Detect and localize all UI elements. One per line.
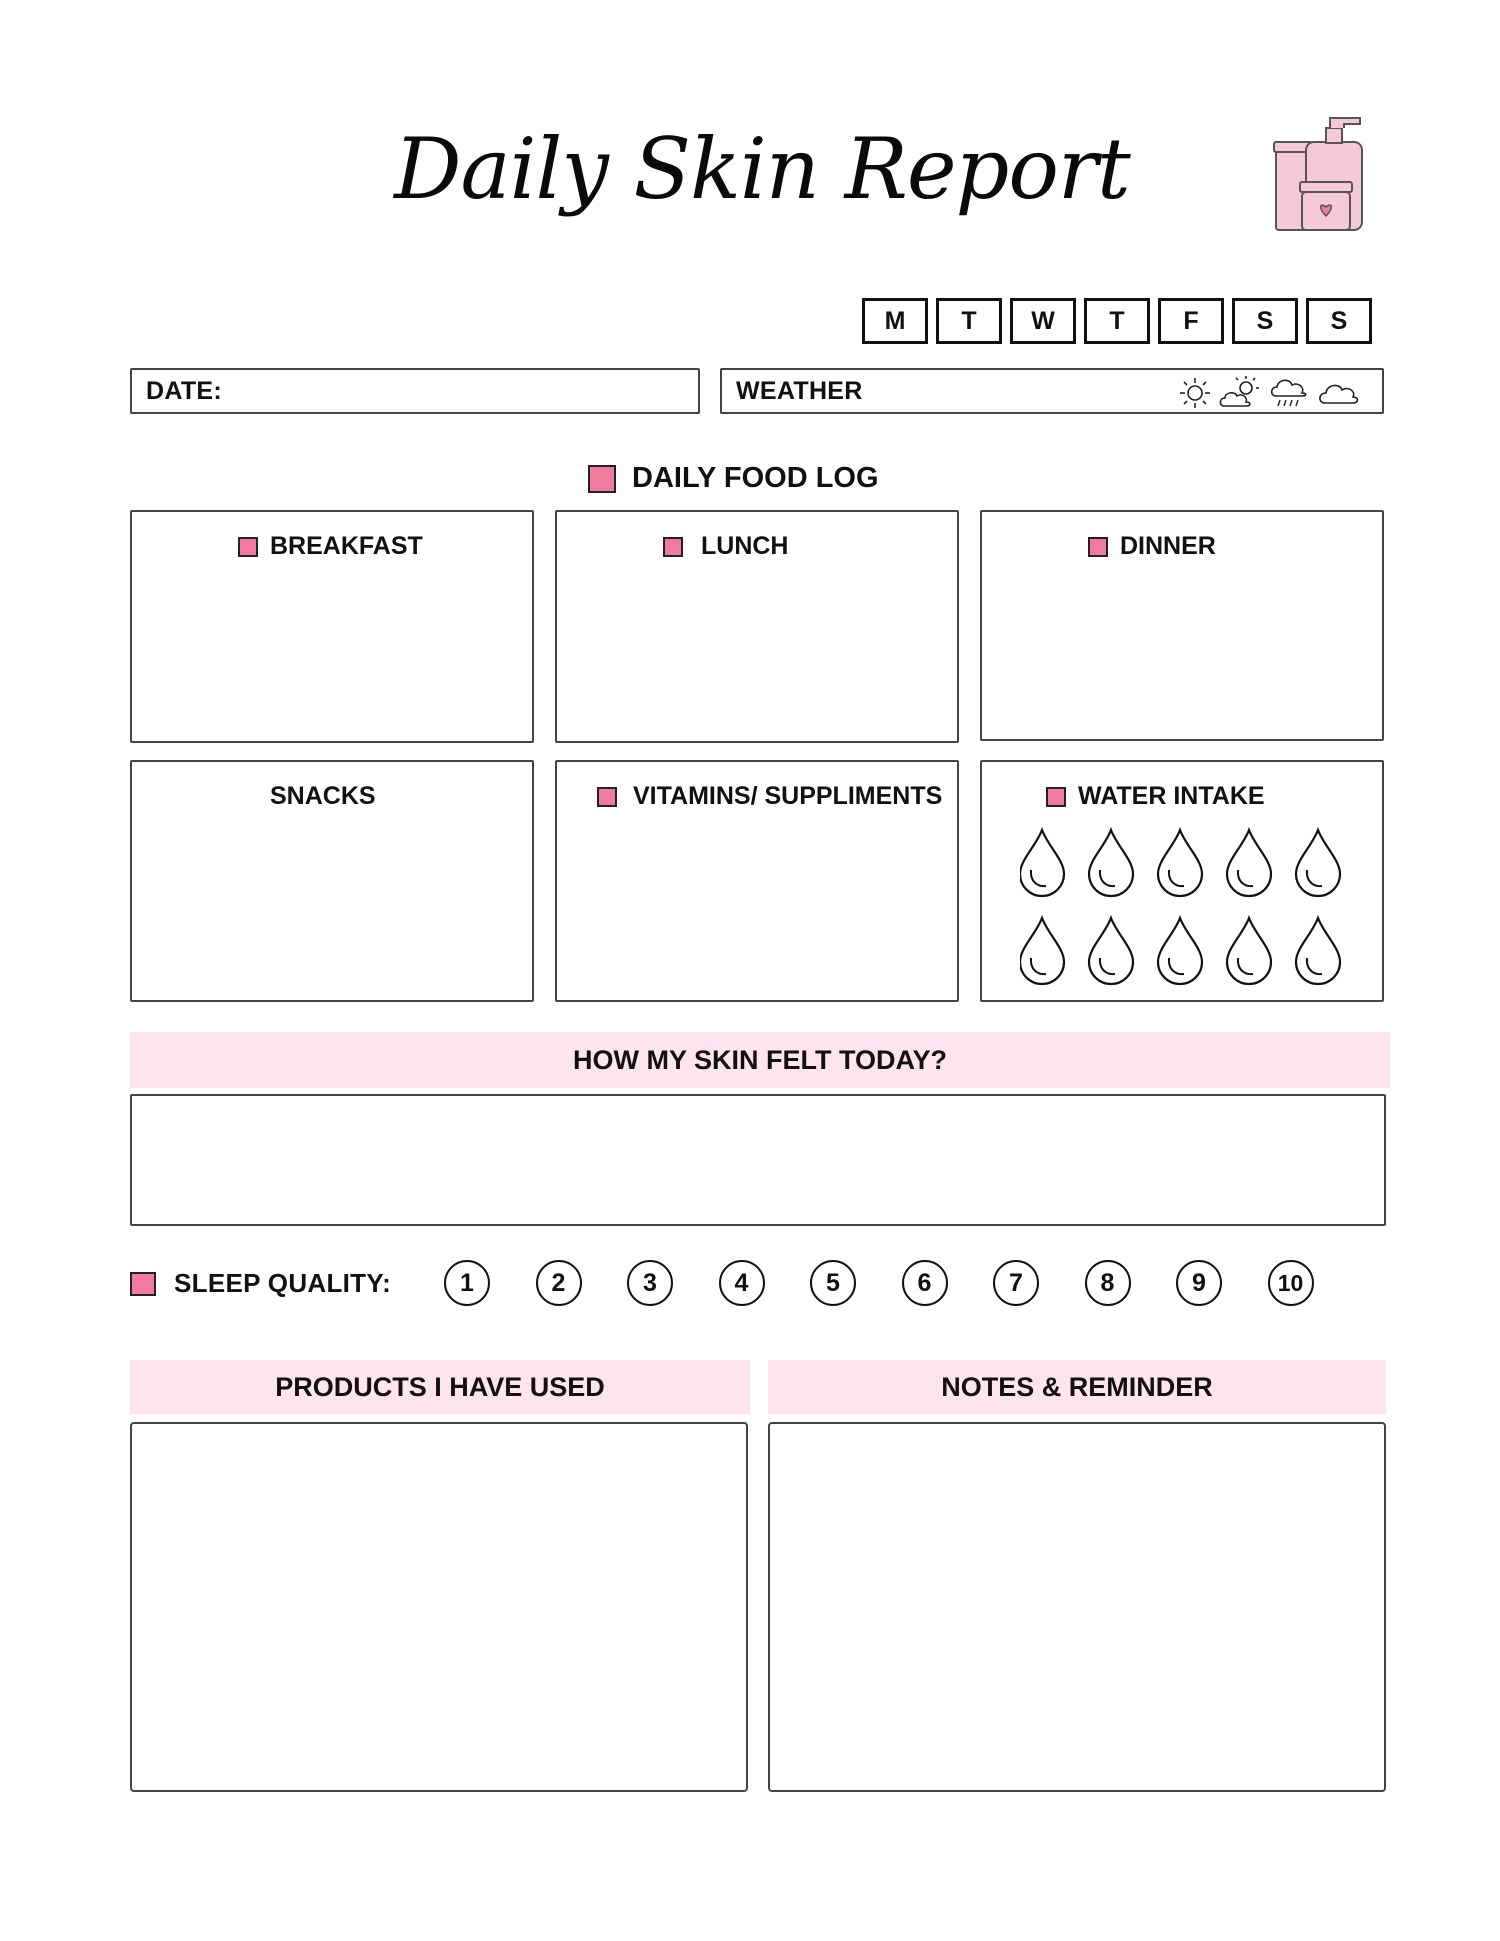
- sleep-rating-4[interactable]: 4: [719, 1260, 765, 1306]
- partly-cloudy-icon[interactable]: [1218, 374, 1262, 410]
- vitamins-label: VITAMINS/ SUPPLIMENTS: [633, 782, 943, 810]
- skin-felt-box[interactable]: [130, 1094, 1386, 1226]
- water-drop-icon[interactable]: [1020, 918, 1064, 984]
- vitamins-checkbox[interactable]: [597, 787, 617, 807]
- lunch-box[interactable]: [555, 510, 959, 743]
- breakfast-checkbox[interactable]: [238, 537, 258, 557]
- sleep-rating-7[interactable]: 7: [993, 1260, 1039, 1306]
- water-box[interactable]: [980, 760, 1384, 1002]
- food-log-checkbox[interactable]: [588, 465, 616, 493]
- sleep-quality-heading: [130, 1268, 391, 1299]
- snacks-header: [270, 782, 376, 811]
- skincare-products-icon: [1270, 112, 1380, 236]
- sleep-rating-10[interactable]: 10: [1268, 1260, 1314, 1306]
- vitamins-header: [597, 782, 942, 811]
- sunny-icon[interactable]: [1178, 376, 1212, 410]
- notes-box[interactable]: [768, 1422, 1386, 1792]
- date-field[interactable]: [130, 368, 700, 414]
- products-band: PRODUCTS I HAVE USED: [130, 1360, 750, 1414]
- sleep-rating-9[interactable]: 9: [1176, 1260, 1222, 1306]
- water-drop-icon[interactable]: [1158, 918, 1202, 984]
- water-drop-icon[interactable]: [1089, 918, 1133, 984]
- lunch-header: [663, 532, 789, 561]
- weather-label: WEATHER: [736, 377, 863, 405]
- snacks-box[interactable]: [130, 760, 534, 1002]
- day-tuesday[interactable]: T: [936, 298, 1002, 344]
- sleep-rating-6[interactable]: 6: [902, 1260, 948, 1306]
- sleep-rating-2[interactable]: 2: [536, 1260, 582, 1306]
- lunch-label: LUNCH: [701, 532, 789, 560]
- vitamins-box[interactable]: [555, 760, 959, 1002]
- day-wednesday[interactable]: W: [1010, 298, 1076, 344]
- breakfast-label: BREAKFAST: [270, 532, 423, 560]
- skin-felt-band: HOW MY SKIN FELT TODAY?: [130, 1032, 1390, 1088]
- food-log-title: DAILY FOOD LOG: [632, 462, 879, 494]
- water-drop-icon[interactable]: [1296, 830, 1340, 896]
- breakfast-box[interactable]: [130, 510, 534, 743]
- water-header: [1046, 782, 1265, 811]
- sleep-label: SLEEP QUALITY:: [174, 1268, 392, 1298]
- sleep-rating-1[interactable]: 1: [444, 1260, 490, 1306]
- breakfast-header: [238, 532, 423, 561]
- rain-icon[interactable]: [1268, 374, 1310, 412]
- water-drops: [1020, 826, 1350, 986]
- water-checkbox[interactable]: [1046, 787, 1066, 807]
- water-drop-icon[interactable]: [1089, 830, 1133, 896]
- water-drop-icon[interactable]: [1227, 918, 1271, 984]
- water-drop-icon[interactable]: [1296, 918, 1340, 984]
- water-drop-icon[interactable]: [1158, 830, 1202, 896]
- weather-field[interactable]: [720, 368, 1384, 414]
- sleep-rating-8[interactable]: 8: [1085, 1260, 1131, 1306]
- dinner-label: DINNER: [1120, 532, 1216, 560]
- water-label: WATER INTAKE: [1078, 782, 1265, 810]
- day-thursday[interactable]: T: [1084, 298, 1150, 344]
- day-sunday[interactable]: S: [1306, 298, 1372, 344]
- snacks-label: SNACKS: [270, 782, 376, 810]
- water-drop-icon[interactable]: [1020, 830, 1064, 896]
- products-box[interactable]: [130, 1422, 748, 1792]
- day-saturday[interactable]: S: [1232, 298, 1298, 344]
- notes-band: NOTES & REMINDER: [768, 1360, 1386, 1414]
- date-label: DATE:: [146, 377, 223, 405]
- water-drop-icon[interactable]: [1227, 830, 1271, 896]
- sleep-checkbox[interactable]: [130, 1272, 156, 1296]
- day-monday[interactable]: M: [862, 298, 928, 344]
- sleep-rating-3[interactable]: 3: [627, 1260, 673, 1306]
- sleep-rating-5[interactable]: 5: [810, 1260, 856, 1306]
- cloud-icon[interactable]: [1316, 378, 1362, 406]
- dinner-box[interactable]: [980, 510, 1384, 741]
- page-title: Daily Skin Report: [394, 120, 1130, 218]
- dinner-checkbox[interactable]: [1088, 537, 1108, 557]
- lunch-checkbox[interactable]: [663, 537, 683, 557]
- dinner-header: [1088, 532, 1216, 561]
- food-log-heading: [588, 462, 879, 495]
- day-friday[interactable]: F: [1158, 298, 1224, 344]
